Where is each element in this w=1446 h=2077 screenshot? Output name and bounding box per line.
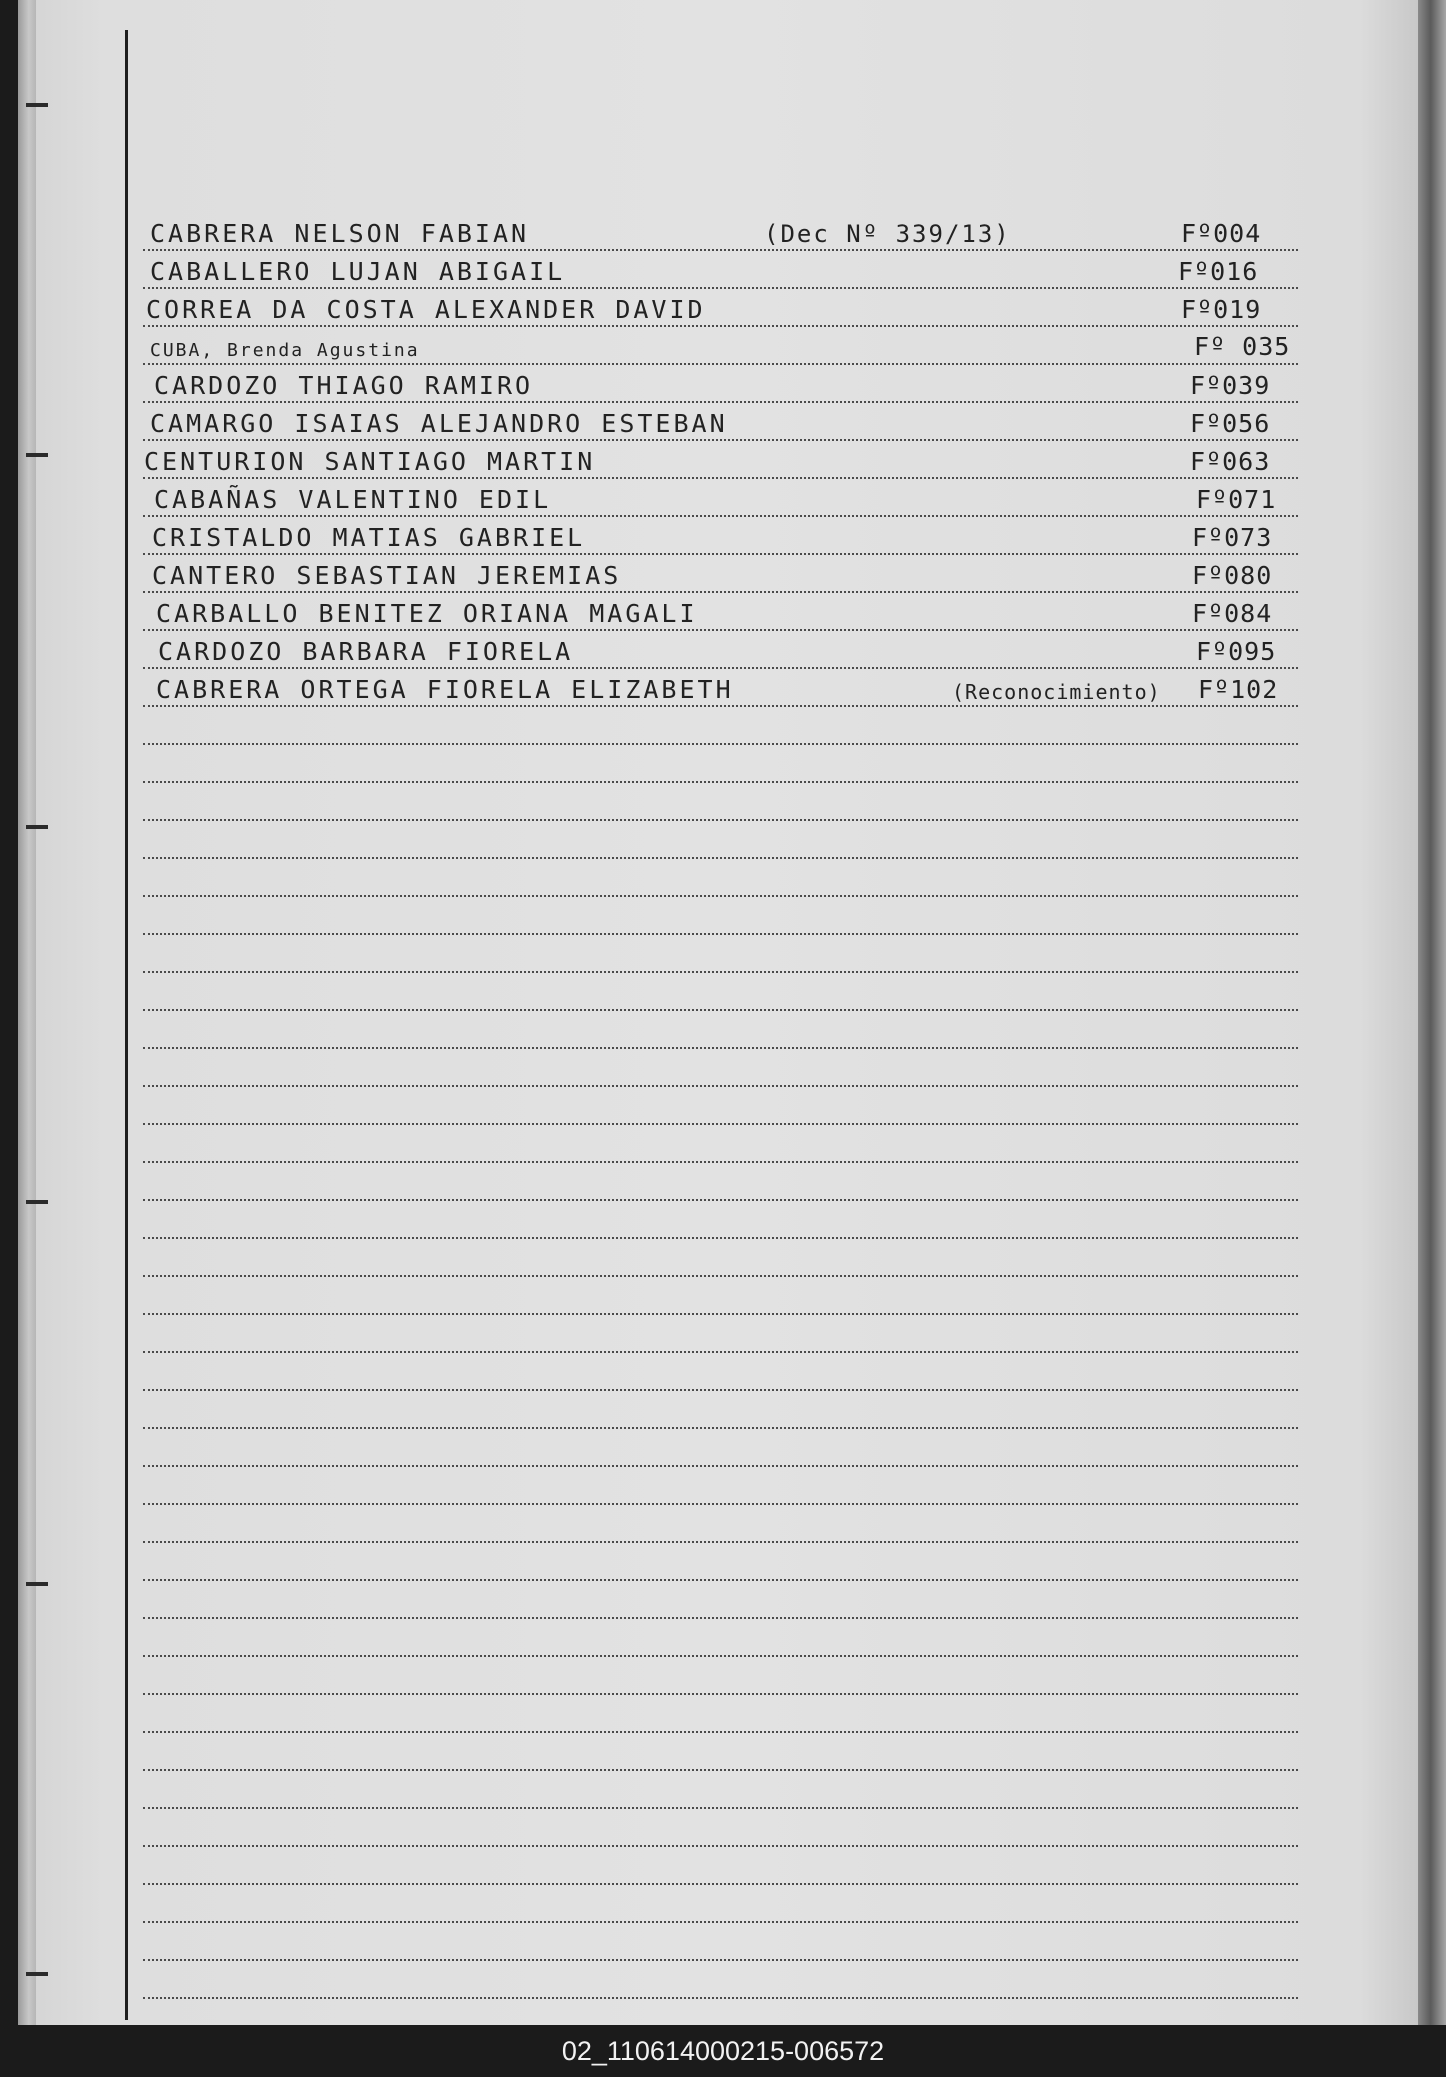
entry-folio: Fº063 xyxy=(1190,447,1271,476)
ruled-line xyxy=(143,1009,1298,1011)
register-entry xyxy=(18,290,1430,326)
ruled-line xyxy=(143,1997,1298,1999)
binding-stitch xyxy=(26,1972,48,1976)
ruled-line xyxy=(143,1731,1298,1733)
entry-folio: Fº004 xyxy=(1181,219,1262,248)
register-entry xyxy=(18,556,1430,592)
binding-stitch xyxy=(26,825,48,829)
ruled-line xyxy=(143,1769,1298,1771)
entry-folio: Fº084 xyxy=(1192,599,1273,628)
ruled-line xyxy=(143,1047,1298,1049)
ruled-line xyxy=(143,363,1298,365)
ruled-line xyxy=(143,1693,1298,1695)
ruled-line xyxy=(143,1807,1298,1809)
entry-name: CARBALLO BENITEZ ORIANA MAGALI xyxy=(156,599,698,628)
entry-name: CABRERA NELSON FABIAN xyxy=(150,219,530,248)
ruled-line xyxy=(143,1541,1298,1543)
ruled-line xyxy=(143,743,1298,745)
register-entry xyxy=(18,632,1430,668)
entry-name: CABAÑAS VALENTINO EDIL xyxy=(154,485,552,514)
entry-name: CANTERO SEBASTIAN JEREMIAS xyxy=(152,561,622,590)
page-right-edge xyxy=(1418,0,1446,2025)
ruled-line xyxy=(143,1199,1298,1201)
ruled-line xyxy=(143,1389,1298,1391)
entry-folio: Fº016 xyxy=(1178,257,1259,286)
image-code-footer xyxy=(0,2025,1446,2077)
entry-name: CARDOZO BARBARA FIORELA xyxy=(158,637,574,666)
ruled-line xyxy=(143,1959,1298,1961)
ruled-line xyxy=(143,819,1298,821)
ruled-line xyxy=(143,1655,1298,1657)
register-entry xyxy=(18,214,1430,250)
entry-name: CENTURION SANTIAGO MARTIN xyxy=(144,447,596,476)
ruled-line xyxy=(143,1921,1298,1923)
image-code: 02_110614000215-006572 xyxy=(561,2035,885,2066)
register-entry xyxy=(18,480,1430,516)
entry-folio: Fº071 xyxy=(1196,485,1277,514)
entry-folio: Fº 035 xyxy=(1194,332,1291,361)
entry-name: CARDOZO THIAGO RAMIRO xyxy=(154,371,534,400)
entry-folio: Fº073 xyxy=(1192,523,1273,552)
binding-stitch xyxy=(26,1200,48,1204)
ruled-line xyxy=(143,857,1298,859)
ruled-line xyxy=(143,1237,1298,1239)
entry-folio: Fº039 xyxy=(1190,371,1271,400)
ruled-line xyxy=(143,1085,1298,1087)
entry-name: CRISTALDO MATIAS GABRIEL xyxy=(152,523,586,552)
register-entry xyxy=(18,252,1430,288)
entry-name: CORREA DA COSTA ALEXANDER DAVID xyxy=(146,295,706,324)
ruled-line xyxy=(143,1351,1298,1353)
entry-name: CUBA, Brenda Agustina xyxy=(150,340,420,361)
register-entry xyxy=(18,594,1430,630)
register-entry xyxy=(18,327,1430,363)
entry-name: CAMARGO ISAIAS ALEJANDRO ESTEBAN xyxy=(150,409,728,438)
entry-note: (Reconocimiento) xyxy=(952,680,1161,704)
entry-folio: Fº056 xyxy=(1190,409,1271,438)
ruled-line xyxy=(143,1427,1298,1429)
register-entry xyxy=(18,518,1430,554)
ruled-line xyxy=(143,971,1298,973)
ruled-line xyxy=(143,933,1298,935)
ruled-line xyxy=(143,895,1298,897)
entry-name: CABRERA ORTEGA FIORELA ELIZABETH xyxy=(156,675,734,704)
entry-folio: Fº019 xyxy=(1181,295,1262,324)
register-page xyxy=(18,0,1430,2025)
entry-folio: Fº095 xyxy=(1196,637,1277,666)
ruled-line xyxy=(143,1617,1298,1619)
register-entry xyxy=(18,670,1430,706)
ruled-line xyxy=(143,1579,1298,1581)
ruled-line xyxy=(143,1465,1298,1467)
ruled-line xyxy=(143,1845,1298,1847)
ruled-line xyxy=(143,1275,1298,1277)
ruled-line xyxy=(143,1503,1298,1505)
register-entry xyxy=(18,404,1430,440)
register-entry xyxy=(18,442,1430,478)
ruled-line xyxy=(143,1313,1298,1315)
entry-name: CABALLERO LUJAN ABIGAIL xyxy=(150,257,566,286)
ruled-line xyxy=(143,1161,1298,1163)
ruled-line xyxy=(143,1123,1298,1125)
ruled-line xyxy=(143,1883,1298,1885)
entry-folio: Fº080 xyxy=(1192,561,1273,590)
binding-stitch xyxy=(26,1582,48,1586)
binding-stitch xyxy=(26,103,48,107)
ruled-line xyxy=(143,781,1298,783)
entry-note: (Dec Nº 339/13) xyxy=(764,220,1011,248)
register-entry xyxy=(18,366,1430,402)
entry-folio: Fº102 xyxy=(1198,675,1279,704)
